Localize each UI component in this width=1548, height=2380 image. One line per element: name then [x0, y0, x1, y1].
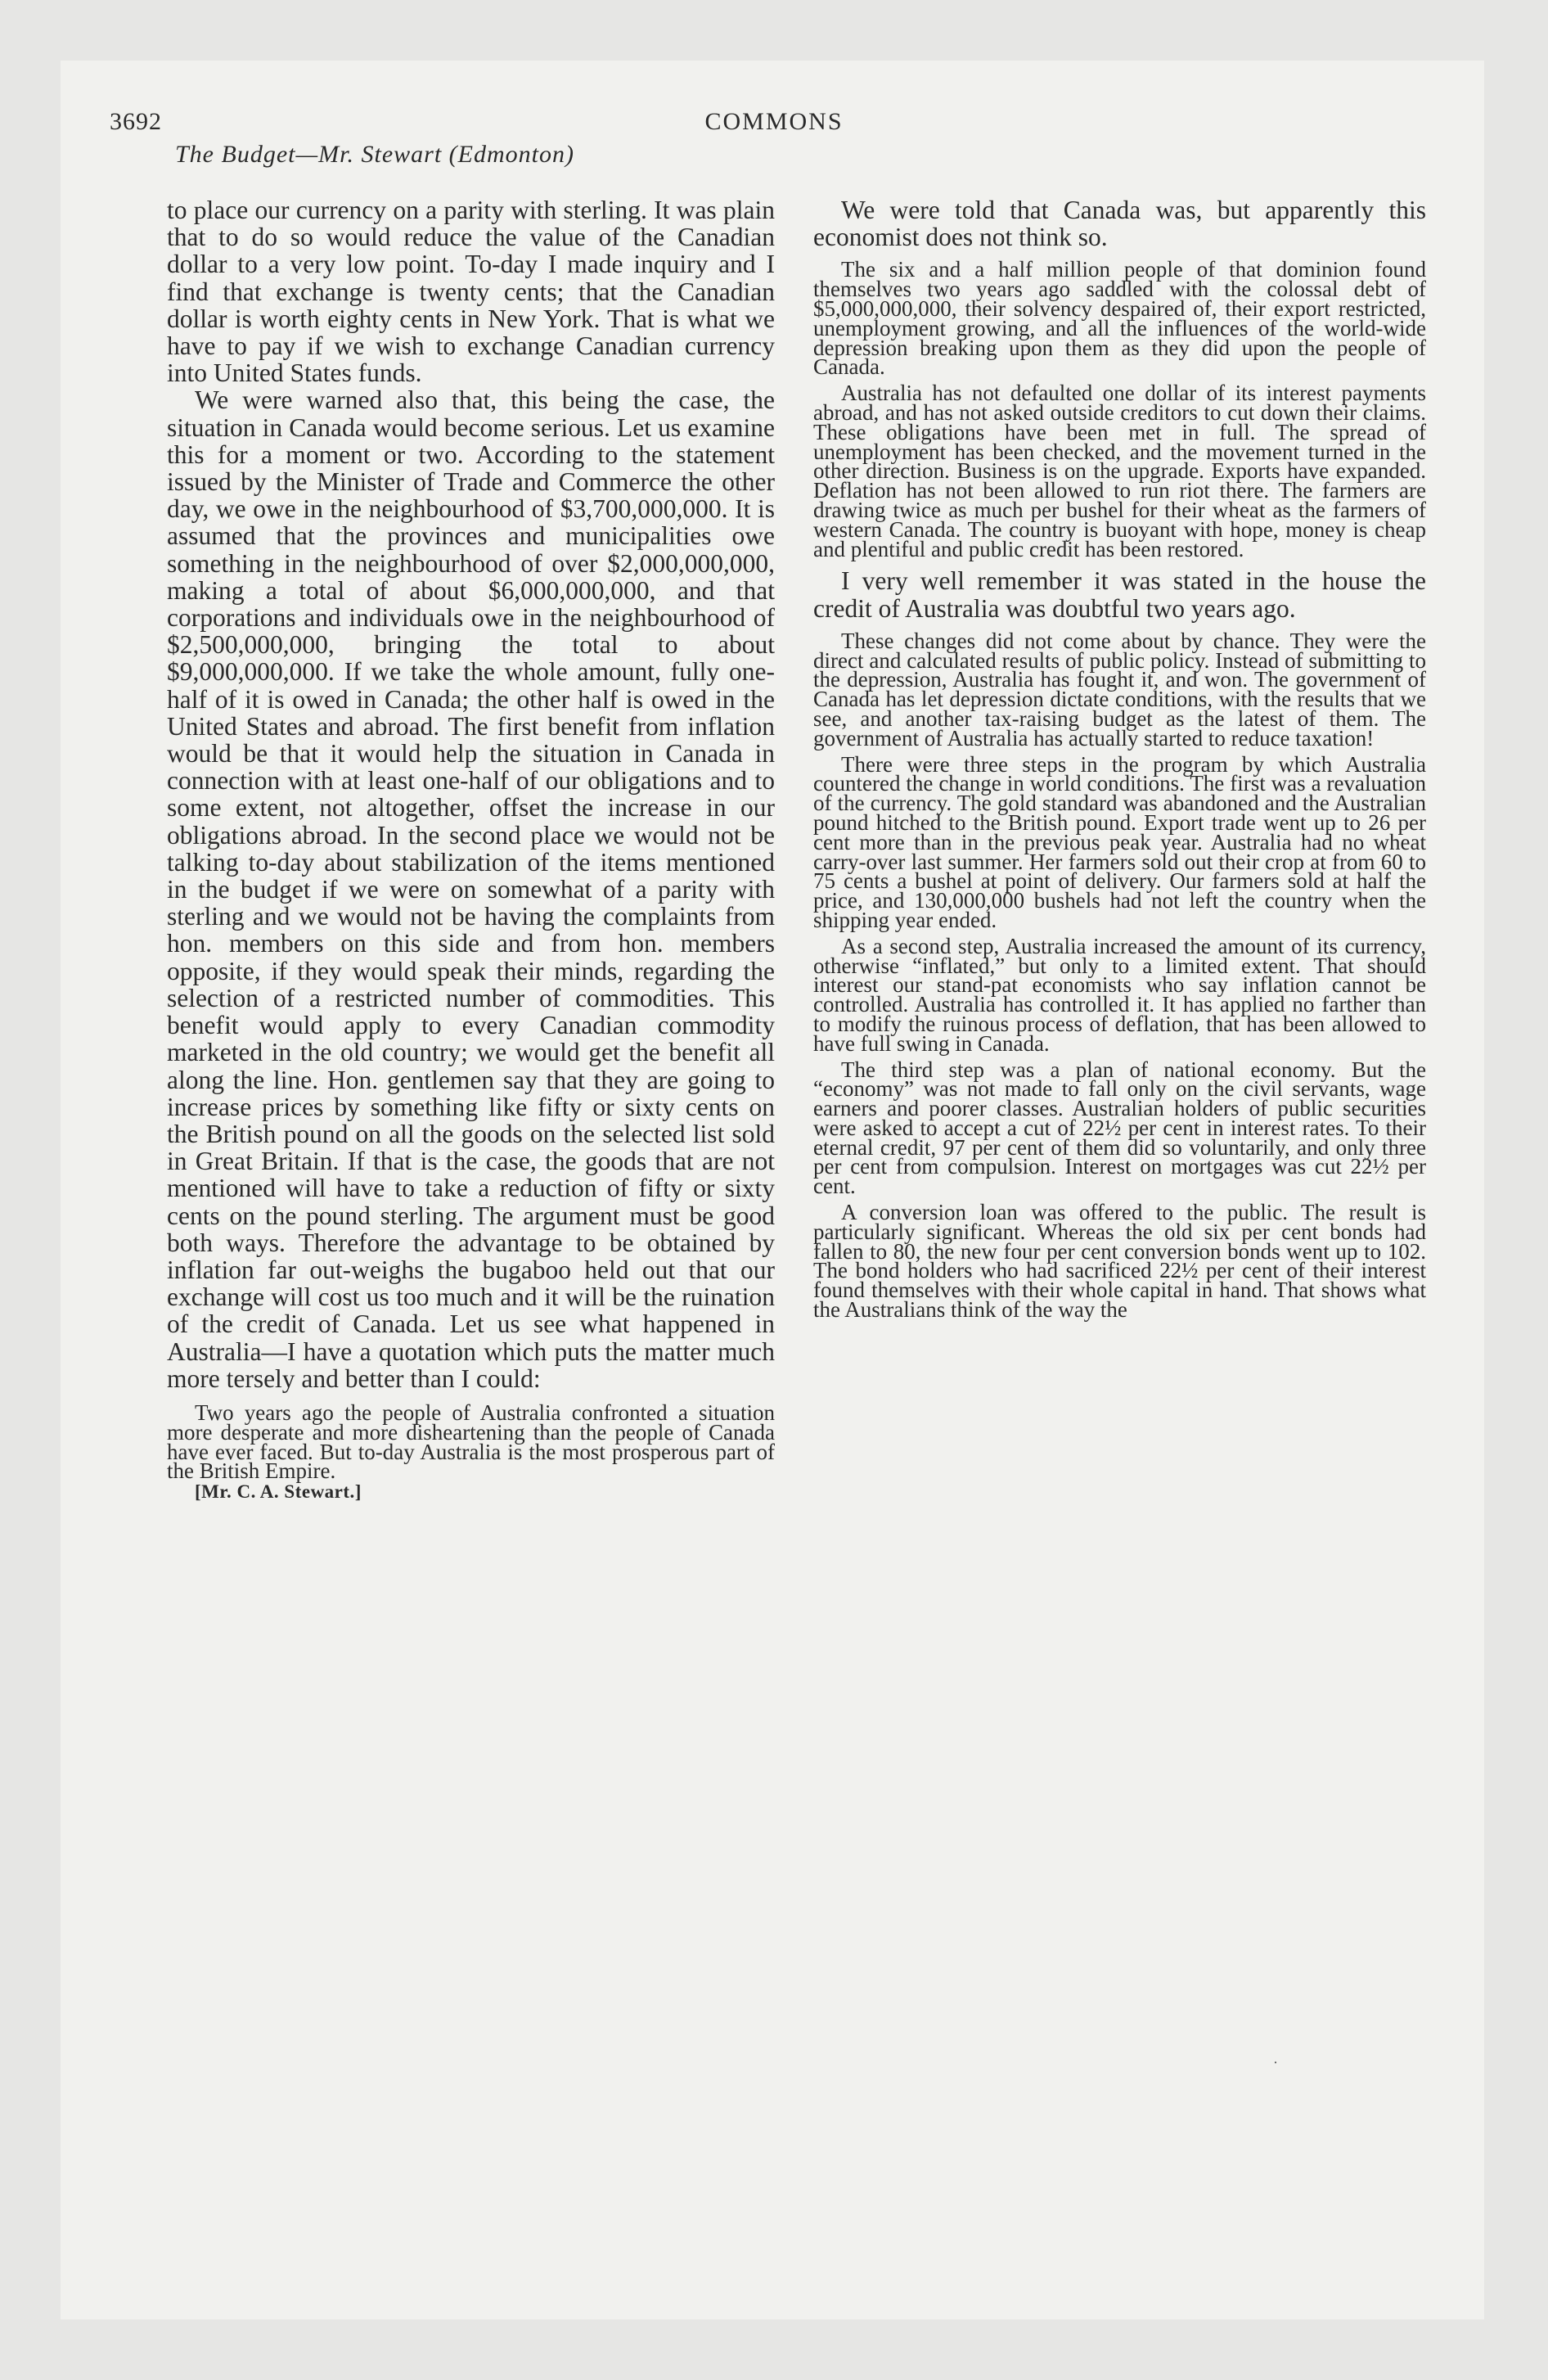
quoted-paragraph: Australia has not defaulted one dollar of its interest payments abroad, and has not asked outside creditors to cut down their claims. These obligations have been met in full. The spread of unemployment has been checked, and the movement turned in the other direction. Business is on the upgrade. Exports have expanded. Deflation has not been allowed to run riot there. The farmers are drawing twice as much per bushel for their wheat as the farmers of western Canada. The country is buoyant with hope, money is cheap and plentiful and public credit has been restored. — [813, 381, 1426, 561]
quoted-paragraph: These changes did not come about by chance. They were the direct and calculated results of public policy. Instead of submitting to the depression, Australia has fought it, and won. The government of Canada has let depression dictate conditions, with the results that we see, and another tax-raising budget as the latest of them. The government of Australia has actually started to reduce taxation! — [813, 628, 1426, 751]
paragraph: We were told that Canada was, but apparently this economist does not think so. — [813, 196, 1426, 252]
paragraph: I very well remember it was stated in the house the credit of Australia was doubtful two years ago. — [813, 566, 1426, 623]
quoted-paragraph: A conversion loan was offered to the public. The result is particularly significant. Whereas the old six per cent bonds had fallen to 80, the new four per cent conversion bonds went up to 102. The bond holders who had sacrificed 22½ per cent of their interest found themselves with their whole capital in hand. That shows what the Australians think of the way the — [813, 1200, 1426, 1323]
paragraph: We were warned also that, this being the case, the situation in Canada would become serious. Let us examine this for a moment or two. According to the statement issued by the Minister of Trade and Commerce the other day, we owe in the neighbourhood of $3,700,000,000. It is assumed that the provinces and municipalities owe something in the neighbourhood of over $2,000,000,000, making a total of about $6,000,000,000, and that corporations and individuals owe in the neighbourhood of $2,500,000,000, bringing the total to about $9,000,000,000. If we take the whole amount, fully one-half of it is owed in Canada; the other half is owed in the United States and abroad. The first benefit from inflation would be that it would help the situation in Canada in connection with at least one-half of our obligations and to some extent, not altogether, offset the increase in our obligations abroad. In the second place we would not be talking to-day about stabilization of the items mentioned in the budget if we were on somewhat of a parity with sterling and we would not be having the complaints from hon. members on this side and from hon. members opposite, if they would speak their minds, regarding the selection of a restricted number of commodities. This benefit would apply to every Canadian commodity marketed in the old country; we would get the benefit all along the line. Hon. gentlemen say that they are going to increase prices by something like fifty or sixty cents on the British pound on all the goods on the selected list sold in Great Britain. If that is the case, the goods that are not mentioned will have to take a reduction of fifty or sixty cents on the pound sterling. The argument must be good both ways. Therefore the advantage to be obtained by inflation far out-weighs the bugaboo held out that our exchange will cost us too much and it will be the ruination of the credit of Canada. Let us see what happened in Australia—I have a quotation which puts the matter much more tersely and better than I could: — [167, 385, 775, 1393]
quote-attribution: [Mr. C. A. Stewart.] — [195, 1481, 362, 1503]
quoted-paragraph: As a second step, Australia increased the amount of its currency, otherwise “inflated,” but only to a limited extent. That should interest our stand-pat economists who say inflation cannot be controlled. Australia has controlled it. It has applied no farther than to modify the ruinous process of deflation, that has been allowed to have full swing in Canada. — [813, 933, 1426, 1056]
quoted-paragraph: There were three steps in the program by which Australia countered the change in world conditions. The first was a revaluation of the currency. The gold standard was abandoned and the Australian pound hitched to the British pound. Export trade went up to 26 per cent more than in the previous peak year. Australia had no wheat carry-over last summer. Her farmers sold out their crop at from 60 to 75 cents a bushel at point of delivery. Our farmers sold at half the price, and 130,000,000 bushels had not left the country when the shipping year ended. — [813, 751, 1426, 932]
quoted-paragraph: The six and a half million people of that dominion found themselves two years ago saddled with the colossal debt of $5,000,000,000, their solvency despaired of, their export restricted, unemployment growing, and all the influences of the world-wide depression breaking upon them as they did upon the people of Canada. — [813, 257, 1426, 380]
stray-dot: · — [1273, 2054, 1278, 2071]
section-title: COMMONS — [704, 108, 844, 135]
paragraph: to place our currency on a parity with sterling. It was plain that to do so would reduce the value of the Canadian dollar to a very low point. To-day I made inquiry and I find that exchange is twenty cents; that the Canadian dollar is worth eighty cents in New York. That is what we have to pay if we wish to exchange Canadian currency into United States funds. — [167, 196, 775, 388]
left-column — [167, 196, 775, 1503]
block-quote: Two years ago the people of Australia confronted a situation more desperate and more disheartening than the people of Canada have ever faced. But to-day Australia is the most prosperous part of the British Empire. — [167, 1400, 775, 1484]
right-column — [813, 196, 1426, 1323]
running-title: The Budget—Mr. Stewart (Edmonton) — [175, 141, 574, 168]
page-number: 3692 — [110, 108, 162, 135]
quoted-paragraph: The third step was a plan of national economy. But the “economy” was not made to fall only on the civil servants, wage earners and poorer classes. Australian holders of public securities were asked to accept a cut of 22½ per cent in interest rates. To their eternal credit, 97 per cent of them did so voluntarily, and only three per cent from compulsion. Interest on mortgages was cut 22½ per cent. — [813, 1057, 1426, 1199]
